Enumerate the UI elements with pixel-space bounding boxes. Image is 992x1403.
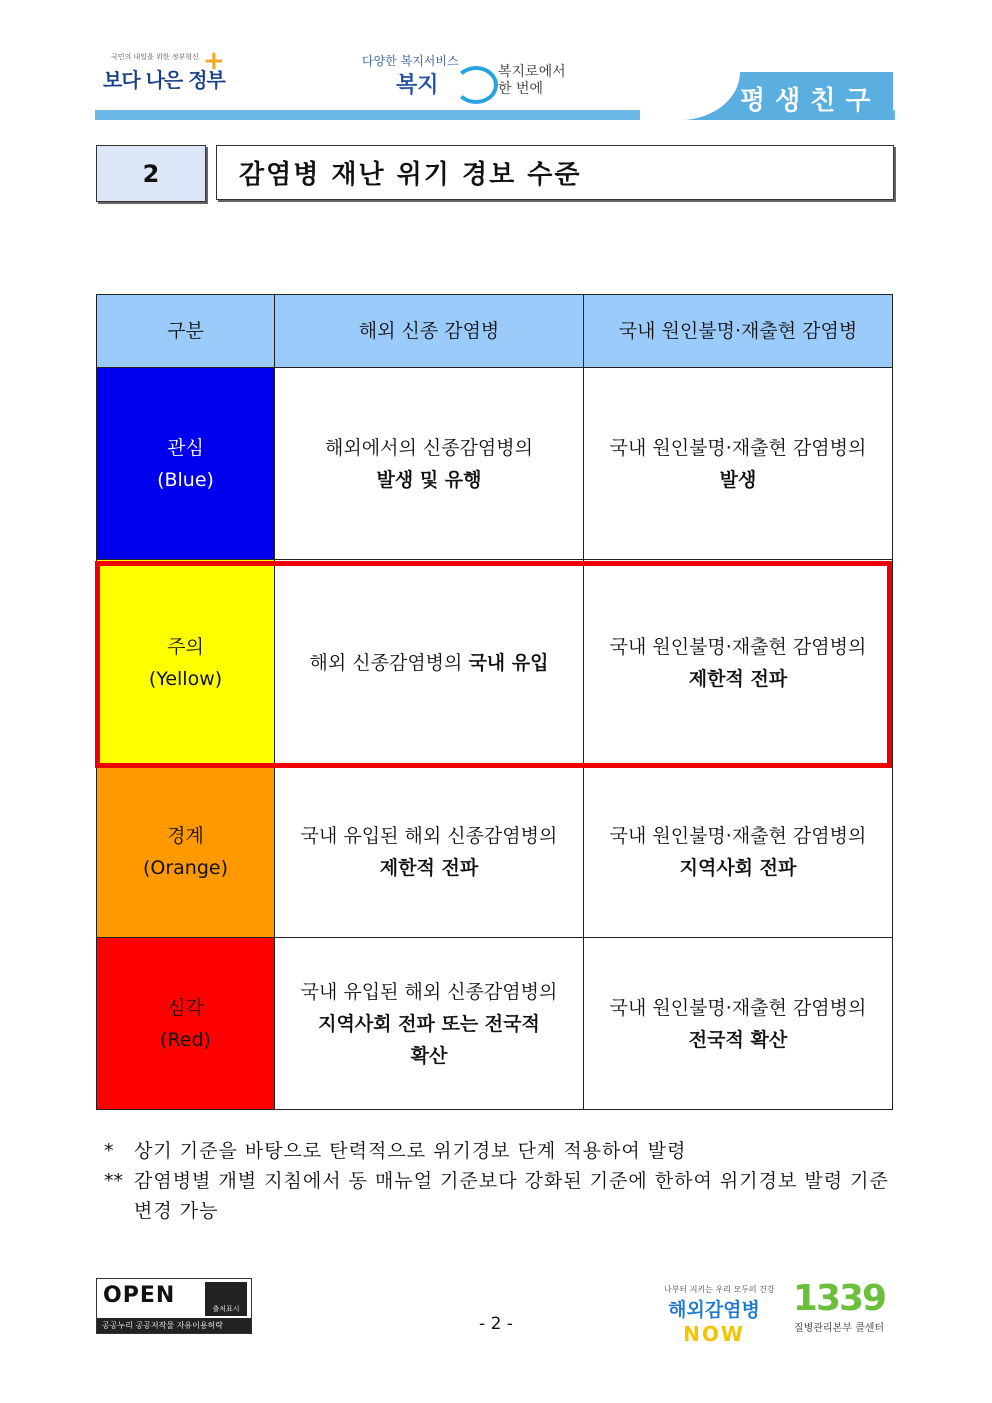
bokjiro-logo xyxy=(362,52,582,102)
level-red xyxy=(97,938,275,1110)
header-overseas: 해외 신종 감염병 xyxy=(275,295,584,368)
cell-text-bold: 제한적 전파 xyxy=(688,667,788,690)
callcenter-logo xyxy=(784,1278,894,1340)
level-orange xyxy=(97,766,275,938)
level-label: 관심 xyxy=(167,436,204,459)
level-label-en: (Blue) xyxy=(157,468,214,491)
cell-text-bold: 발생 xyxy=(719,468,757,491)
now-tagline: 나부터 지키는 우리 모두의 건강 xyxy=(664,1285,775,1294)
overseas-cell xyxy=(275,560,584,766)
cell-text: 국내 원인불명·재출현 감염병의 xyxy=(609,824,867,847)
cell-text: 해외에서의 신종감염병의 xyxy=(325,436,533,459)
bokjiro-big-text: 복지 xyxy=(396,73,439,98)
note-text: 상기 기준을 바탕으로 탄력적으로 위기경보 단계 적용하여 발령 xyxy=(134,1140,687,1162)
page-header xyxy=(0,0,992,125)
domestic-cell xyxy=(584,766,893,938)
header-category: 구분 xyxy=(97,295,275,368)
domestic-cell xyxy=(584,368,893,560)
cell-text: 국내 원인불명·재출현 감염병의 xyxy=(609,996,867,1019)
callcenter-number: 1339 xyxy=(792,1278,886,1319)
bokjiro-small-text: 다양한 복지서비스 xyxy=(362,54,459,68)
cell-text-bold: 지역사회 전파 xyxy=(679,856,797,879)
plus-icon: + xyxy=(203,46,225,76)
level-label: 주의 xyxy=(167,635,204,658)
cell-text-bold: 확산 xyxy=(410,1044,448,1067)
callcenter-name: 질병관리본부 콜센터 xyxy=(793,1323,885,1334)
now-title: 해외감염병 xyxy=(668,1299,760,1321)
overseas-cell xyxy=(275,368,584,560)
ring-icon xyxy=(454,66,498,104)
level-label-en: (Orange) xyxy=(142,856,229,879)
bokjiro-side-text xyxy=(498,64,566,98)
level-blue xyxy=(97,368,275,560)
domestic-cell xyxy=(584,560,893,766)
bokjiro-side-line-1: 복지로에서 xyxy=(498,64,566,80)
level-label-en: (Red) xyxy=(160,1028,211,1051)
cell-text-bold: 지역사회 전파 또는 전국적 xyxy=(318,1012,540,1035)
open-word: OPEN xyxy=(103,1283,176,1308)
now-logo xyxy=(664,1284,775,1346)
bokjiro-side-line-2: 한 번에 xyxy=(498,81,544,97)
page-number: - 2 - xyxy=(479,1314,513,1334)
note-mark: ** xyxy=(104,1170,123,1192)
open-license-text: 공공누리 공공저작물 자유이용허락 xyxy=(97,1318,251,1333)
table-header-row xyxy=(97,295,893,368)
note-text: 감염병별 개별 지침에서 동 매뉴얼 기준보다 강화된 기준에 한하여 위기경보 발령 기준 변경 가능 xyxy=(134,1170,889,1222)
note-item xyxy=(104,1166,896,1226)
gov-tagline: 국민의 내일을 위한 정부혁신 xyxy=(111,53,199,61)
cell-text-bold: 국내 유입 xyxy=(468,651,549,674)
table-row xyxy=(97,938,893,1110)
header-tag: 평생친구 xyxy=(740,86,881,116)
gov-logo xyxy=(103,46,225,102)
level-label: 심각 xyxy=(167,996,204,1019)
level-label-en: (Yellow) xyxy=(148,667,223,690)
overseas-cell xyxy=(275,938,584,1110)
cell-text: 국내 원인불명·재출현 감염병의 xyxy=(609,436,867,459)
table-row xyxy=(97,368,893,560)
domestic-cell xyxy=(584,938,893,1110)
cell-text: 국내 유입된 해외 신종감염병의 xyxy=(300,980,558,1003)
alert-level-table xyxy=(96,294,893,1110)
note-item xyxy=(104,1136,896,1166)
table-row xyxy=(97,766,893,938)
gov-logo-text: 보다 나은 정부 xyxy=(103,68,225,92)
cell-text-bold: 제한적 전파 xyxy=(379,856,479,879)
cell-text: 국내 유입된 해외 신종감염병의 xyxy=(300,824,558,847)
cell-text-bold: 발생 및 유행 xyxy=(376,468,482,491)
cell-text-bold: 전국적 확산 xyxy=(688,1028,788,1051)
section-title: 감염병 재난 위기 경보 수준 xyxy=(216,145,894,200)
header-domestic: 국내 원인불명·재출현 감염병 xyxy=(584,295,893,368)
note-mark: * xyxy=(104,1140,114,1162)
cell-text: 해외 신종감염병의 xyxy=(309,651,469,674)
cell-text: 국내 원인불명·재출현 감염병의 xyxy=(609,635,867,658)
level-label: 경계 xyxy=(167,824,204,847)
notes xyxy=(104,1136,896,1226)
now-word: NOW xyxy=(683,1322,745,1346)
section-number: 2 xyxy=(96,145,206,202)
attribution-icon: 출처표시 xyxy=(205,1282,247,1316)
overseas-cell xyxy=(275,766,584,938)
table-row xyxy=(97,560,893,766)
level-yellow xyxy=(97,560,275,766)
